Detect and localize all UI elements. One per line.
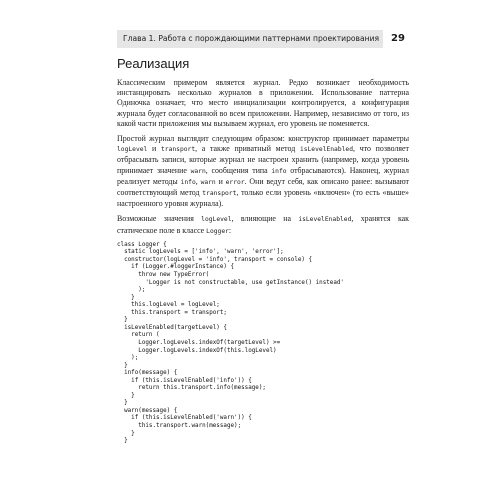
page-content <box>117 56 409 446</box>
code-line: Logger.logLevels.indexOf(this.logLevel) <box>117 347 277 354</box>
code-line: if (Logger.#loggerInstance) { <box>117 264 235 271</box>
code-line: return this.transport.info(message); <box>117 385 266 392</box>
code-line: static logLevels = ['info', 'warn', 'error']; <box>117 249 284 256</box>
code-line: if (this.isLevelEnabled('warn')) { <box>117 415 252 422</box>
text-span: , а также приватный метод <box>195 144 300 154</box>
code-line: } <box>117 392 135 399</box>
inline-code: warn <box>200 178 216 186</box>
code-line: } <box>117 294 135 301</box>
code-line: warn(message) { <box>117 407 178 414</box>
text-span: и <box>147 144 161 154</box>
chapter-header <box>117 30 383 48</box>
inline-code: info <box>180 178 196 186</box>
text-span: , только если уровень «включен» (то есть «выше» настроенного уровня журнала). <box>117 188 410 209</box>
code-line: this.transport.warn(message); <box>117 422 242 429</box>
code-line: 'Logger is not constructable, use getInstance() instead' <box>117 279 344 286</box>
chapter-title: Глава 1. Работа с порождающими паттернами проектирования <box>123 34 380 43</box>
inline-code: isLevelEnabled <box>298 216 352 224</box>
inline-code: transport <box>202 190 237 198</box>
inline-code: isLevelEnabled <box>299 146 354 154</box>
text-span: , что позволяет отбрасывать записи, которые журнал не настроен хранить (например, когда уровень принимает значение <box>117 144 409 175</box>
inline-code: info <box>271 167 287 175</box>
text-span: Возможные значения <box>117 214 202 224</box>
section-title: Реализация <box>117 56 190 71</box>
paragraph-intro: Классическим примером является журнал. Редко возникает необходимость инстанцировать несколько журналов в приложении. Использование паттерна Одиночка означает, что место инициализации контролируется, а конфигурация журнала будет согласованной во всем приложении. Например, независимо от того, из какой части приложения мы вызываем журнал, его уровень не поменяется. <box>117 78 409 128</box>
text-span: , <box>195 176 201 186</box>
text-span: , хранятся как статическое поле в классе <box>117 214 409 235</box>
code-line: this.logLevel = logLevel; <box>117 302 220 309</box>
inline-code: warn <box>190 167 206 175</box>
text-span: отбрасываются). Наконец, журнал реализует методы <box>117 165 409 186</box>
code-line: info(message) { <box>117 370 178 377</box>
code-line: } <box>117 430 135 437</box>
text-span: . Они ведут себя, как описано ранее: вызывают соответствующий метод <box>117 176 409 198</box>
inline-code: transport <box>160 146 196 154</box>
code-line: } <box>117 438 128 445</box>
paragraph-logger-description <box>117 134 409 209</box>
code-line: this.transport = transport; <box>117 309 227 316</box>
code-listing <box>117 242 409 446</box>
code-line: } <box>117 317 128 324</box>
code-line: } <box>117 362 128 369</box>
inline-code: error <box>225 178 245 186</box>
code-line: ); <box>117 355 139 362</box>
page-number: 29 <box>391 33 405 44</box>
text-span: , сообщения типа <box>205 165 272 175</box>
code-line: isLevelEnabled(targetLevel) { <box>117 324 227 331</box>
code-line: Logger.logLevels.indexOf(targetLevel) >= <box>117 339 281 346</box>
code-line: if (this.isLevelEnabled('info')) { <box>117 377 252 384</box>
paragraph-loglevels <box>117 214 409 236</box>
text-span: : <box>228 225 232 235</box>
inline-code: logLevel <box>201 216 232 224</box>
code-line: constructor(logLevel = 'info', transport = console) { <box>117 256 313 263</box>
text-span: Простой журнал выглядит следующим образом: конструктор принимает параметры <box>117 134 409 144</box>
text-span: , влияющие на <box>231 214 299 224</box>
code-line: } <box>117 400 128 407</box>
code-line: ); <box>117 287 146 294</box>
code-line: throw new TypeError( <box>117 272 210 279</box>
inline-code: Logger <box>206 227 229 235</box>
code-line: class Logger { <box>117 241 167 248</box>
inline-code: logLevel <box>117 146 148 154</box>
code-line: return ( <box>117 332 160 339</box>
text-span: и <box>215 176 226 186</box>
